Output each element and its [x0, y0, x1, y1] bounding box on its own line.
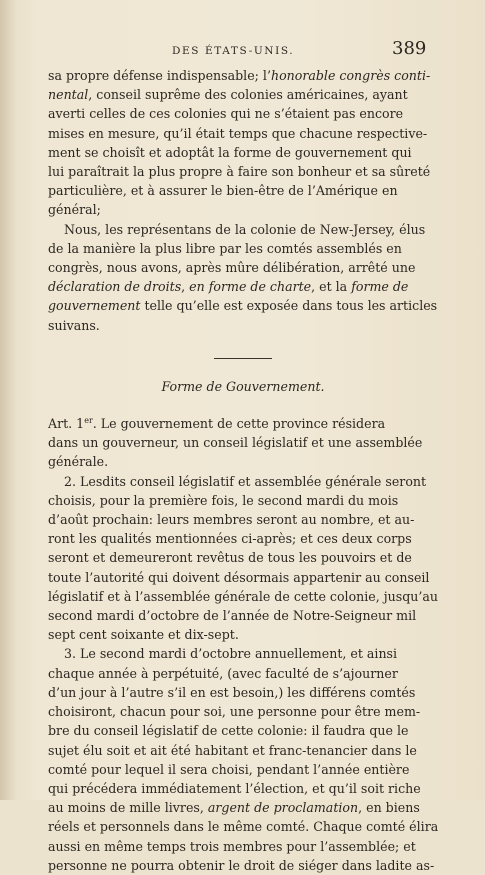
article-1	[48, 414, 438, 472]
text-line: d’août prochain: leurs membres seront au nombre, et au-	[48, 512, 415, 528]
text-line: qui précédera immédiatement l’élection, et qu’il soit riche	[48, 780, 421, 796]
text-line: sept cent soixante et dix-sept.	[48, 627, 239, 643]
article-3	[48, 644, 438, 874]
article-2	[48, 472, 438, 645]
text-line: comté pour lequel il sera choisi, pendant l’année entière	[48, 761, 410, 777]
paragraph-resolution	[48, 220, 438, 335]
page-header	[0, 38, 485, 64]
text-line: Art. 1er. Le gouvernement de cette province résidera	[48, 415, 386, 432]
text-line: choisis, pour la première fois, le second mardi du mois	[48, 492, 399, 508]
text-line: 2. Lesdits conseil législatif et assemblée générale seront	[64, 473, 427, 489]
text-line: ront les qualités mentionnées ci-après; et ces deux corps	[48, 531, 412, 547]
text-line: aussi en même temps trois membres pour l’assemblée; et	[48, 838, 416, 854]
text-line: 3. Le second mardi d’octobre annuellement, et ainsi	[64, 646, 398, 662]
text-line: sujet élu soit et ait été habitant et franc-tenancier dans le	[48, 742, 417, 758]
section-title: Forme de Gouvernement.	[161, 378, 325, 394]
text-line: ment se choisît et adoptât la forme de gouvernement qui	[48, 144, 412, 160]
text-line: gouvernement telle qu’elle est exposée dans tous les articles	[48, 298, 438, 314]
text-line: second mardi d’octobre de l’année de Notre-Seigneur mil	[48, 608, 417, 624]
article-label: Art. 1	[48, 416, 85, 432]
text-line: particulière, et à assurer le bien-être de l’Amérique en	[48, 183, 398, 199]
text-line: mises en mesure, qu’il était temps que chacune respective-	[48, 125, 428, 141]
text-line: suivans.	[48, 317, 100, 333]
text-line: général;	[48, 202, 101, 218]
text-line: lui paraîtrait la plus propre à faire son bonheur et sa sûreté	[48, 164, 431, 180]
text-line: de la manière la plus libre par les comtés assemblés en	[48, 240, 402, 256]
page-number: 389	[392, 38, 427, 59]
text-line: Nous, les représentans de la colonie de New-Jersey, élus	[64, 221, 426, 237]
text-line: personne ne pourra obtenir le droit de siéger dans ladite as-	[48, 857, 435, 873]
text-line: congrès, nous avons, après mûre délibération, arrêté une	[48, 260, 416, 276]
text-line: choisiront, chacun pour soi, une personne pour être mem-	[48, 704, 421, 720]
text-line: dans un gouverneur, un conseil législatif et une assemblée	[48, 435, 423, 451]
section-divider	[214, 358, 272, 359]
text-line: chaque année à perpétuité, (avec faculté de s’ajourner	[48, 665, 398, 681]
text-line: au moins de mille livres, argent de proclamation, en biens	[48, 800, 420, 816]
spine-shadow	[0, 0, 16, 800]
text-line: réels et personnels dans le même comté. Chaque comté élira	[48, 819, 438, 835]
text-line: déclaration de droits, en forme de charte, et la forme de	[48, 279, 409, 295]
text-line: bre du conseil législatif de cette colonie: il faudra que le	[48, 723, 409, 739]
text-line: d’un jour à l’autre s’il en est besoin,) les différens comtés	[48, 684, 416, 700]
text-line: seront et demeureront revêtus de tous les pouvoirs et de	[48, 550, 412, 566]
text-line: législatif et à l’assemblée générale de cette colonie, jusqu’au	[48, 588, 438, 604]
text-line: averti celles de ces colonies qui ne s’étaient pas encore	[48, 106, 404, 122]
text-line: générale.	[48, 454, 109, 470]
text-line: sa propre défense indispensable; l’honorable congrès conti-	[48, 68, 431, 83]
text-line: toute l’autorité qui doivent désormais appartenir au conseil	[48, 569, 430, 585]
running-head: DES ÉTATS-UNIS.	[172, 45, 295, 57]
text-line: nental, conseil suprême des colonies américaines, ayant	[48, 87, 408, 103]
page-body	[48, 66, 438, 875]
paragraph-preamble	[48, 66, 438, 220]
